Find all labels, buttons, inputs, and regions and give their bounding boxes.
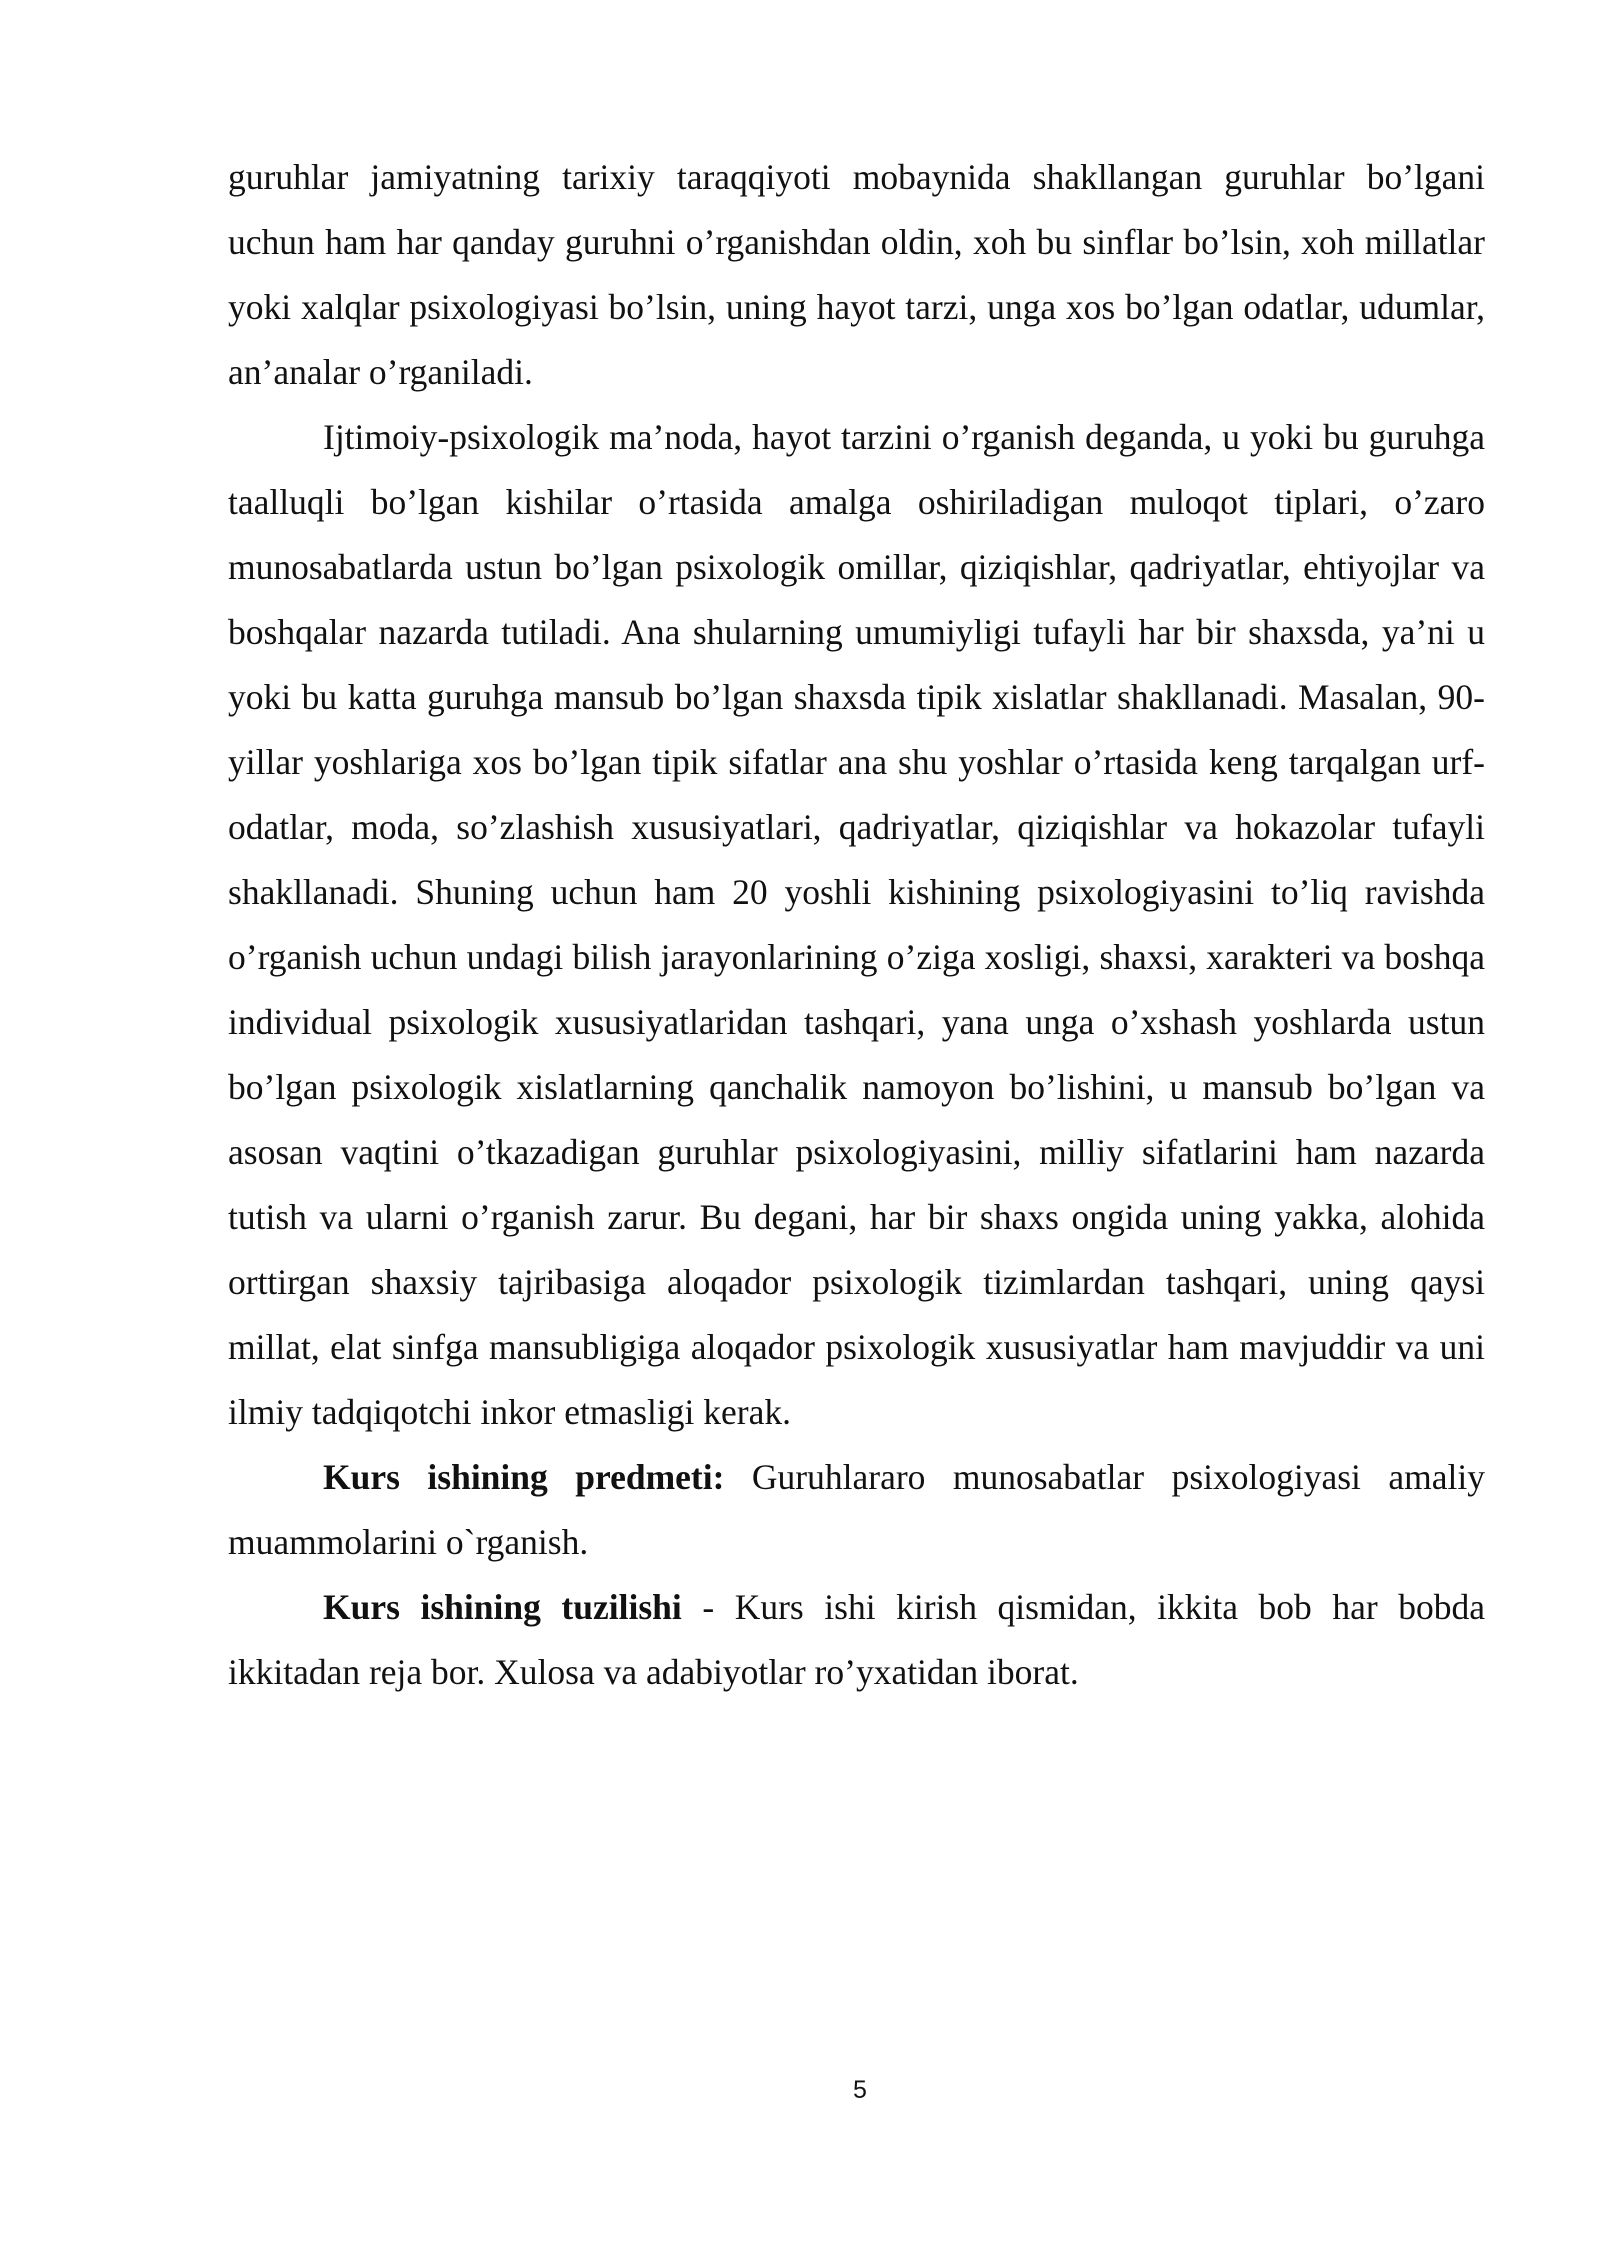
paragraph-text: Ijtimoiy-psixologik ma’noda, hayot tarzini o’rganish deganda, u yoki bu guruhga taalluqli bo’lgan kishilar o’rtasida amalga oshiriladigan muloqot tiplari, o’zaro munosabatlarda ustun bo’lgan psixologik omillar, qiziqishlar, qadriyatlar, ehtiyojlar va boshqalar nazarda tutiladi. Ana shularning umumiyligi tufayli har bir shaxsda, ya’ni u yoki bu katta guruhga mansub bo’lgan shaxsda tipik xislatlar shakllanadi. Masalan, 90-yillar yoshlariga xos bo’lgan tipik sifatlar ana shu yoshlar o’rtasida keng tarqalgan urf-odatlar, moda, so’zlashish xususiyatlari, qadriyatlar, qiziqishlar va hokazolar tufayli shakllanadi. Shuning uchun ham 20 yoshli kishining psixologiyasini to’liq ravishda o’rganish uchun undagi bilish jarayonlarining o’ziga xosligi, shaxsi, xarakteri va boshqa individual psixologik xususiyatlaridan tashqari, yana unga o’xshash yoshlarda ustun bo’lgan psixologik xislatlarning qanchalik namoyon bo’lishini, u mansub bo’lgan va asosan vaqtini o’tkazadigan guruhlar psixologiyasini, milliy sifatlarini ham nazarda tutish va ularni o’rganish zarur. Bu degani, har bir shaxs ongida uning yakka, alohida orttirgan shaxsiy tajribasiga aloqador psixologik tizimlardan tashqari, uning qaysi millat, elat sinfga mansubligiga aloqador psixologik xususiyatlar ham mavjuddir va uni ilmiy tadqiqotchi inkor etmasligi kerak. — [228, 417, 1485, 1432]
paragraph-text: - Kurs ishi kirish qismidan, ikkita bob har bobda ikkitadan reja bor. Xulosa va adabiyotlar ro’yxatidan iborat. — [228, 1587, 1485, 1692]
paragraph-text: guruhlar jamiyatning tarixiy taraqqiyoti mobaynida shakllangan guruhlar bo’lgani uchun ham har qanday guruhni o’rganishdan oldin, xoh bu sinflar bo’lsin, xoh millatlar yoki xalqlar psixologiyasi bo’lsin, uning hayot tarzi, unga xos bo’lgan odatlar, udumlar, an’analar o’rganiladi. — [228, 157, 1485, 392]
body-text — [228, 145, 1485, 1705]
paragraph-subject — [228, 1445, 1485, 1575]
paragraph-text: Guruhlararo munosabatlar psixologiyasi amaliy muammolarini o`rganish. — [228, 1457, 1485, 1562]
page-number: 5 — [853, 2076, 867, 2104]
paragraph-structure — [228, 1575, 1485, 1705]
subject-heading: Kurs ishining predmeti: — [323, 1457, 725, 1497]
paragraph-lifestyle — [228, 405, 1485, 1445]
paragraph-continuation — [228, 145, 1485, 405]
structure-heading: Kurs ishining tuzilishi — [323, 1587, 682, 1627]
